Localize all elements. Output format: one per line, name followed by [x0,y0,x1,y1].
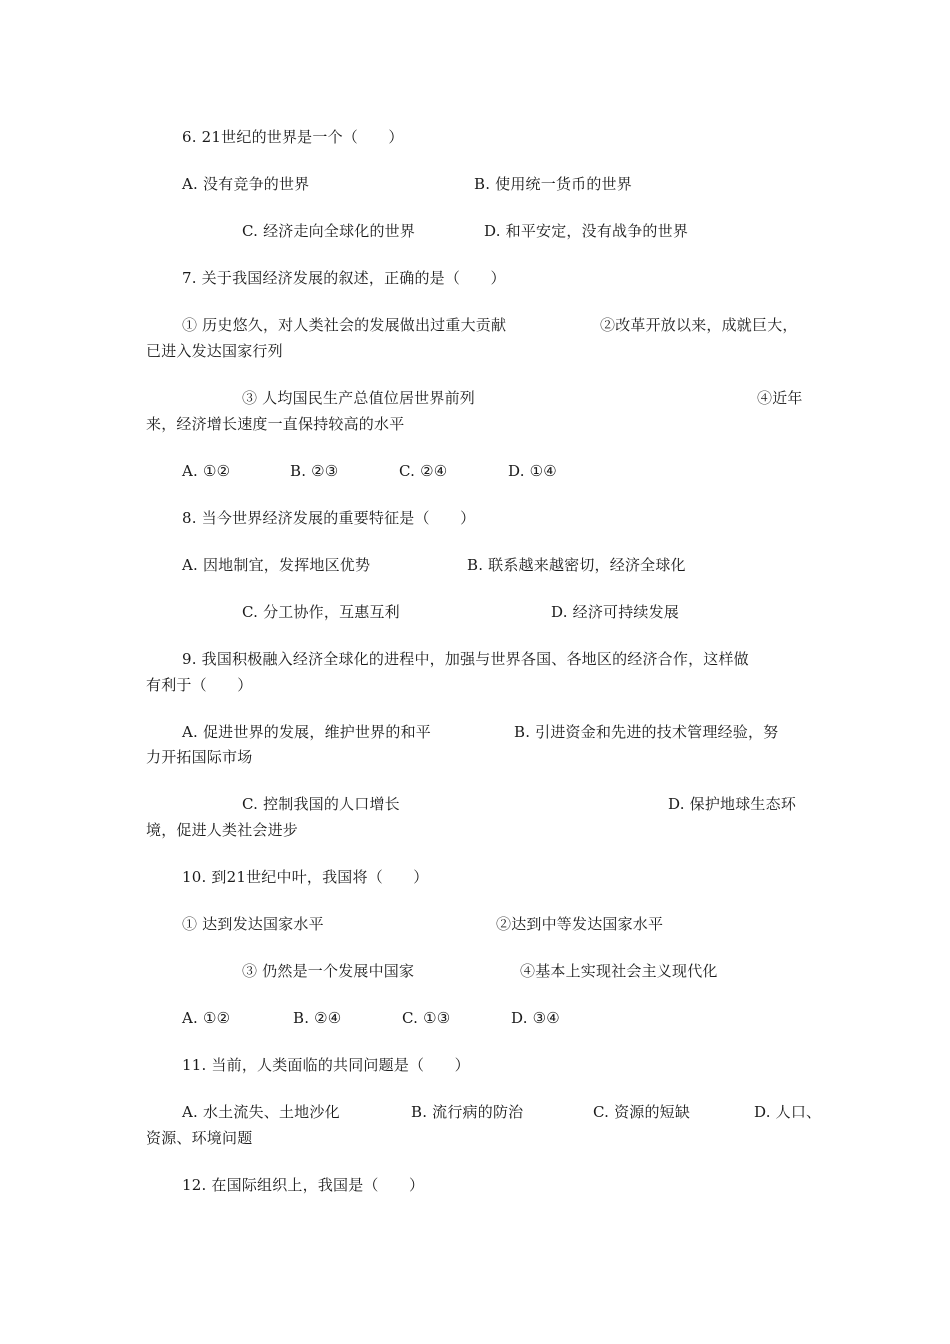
question-6-option-c: C. 经济走向全球化的世界 [242,222,416,240]
question-7-statement-2-continued: 已进入发达国家行列 [146,342,283,360]
question-8-stem: 8. 当今世界经济发展的重要特征是（ ） [182,509,476,527]
question-9-option-a: A. 促进世界的发展，维护世界的和平 [182,723,431,741]
question-7-option-d: D. ①④ [508,462,557,480]
question-7-statement-4-continued: 来，经济增长速度一直保持较高的水平 [146,415,405,433]
question-7-option-a: A. ①② [182,462,231,480]
question-11-stem: 11. 当前，人类面临的共同问题是（ ） [182,1056,470,1074]
question-7-statement-2: ②改革开放以来，成就巨大， [600,316,798,334]
question-9-option-b: B. 引进资金和先进的技术管理经验，努 [514,723,779,741]
question-7-statement-3: ③ 人均国民生产总值位居世界前列 [242,389,475,407]
question-10-option-d: D. ③④ [511,1009,560,1027]
question-10-stem: 10. 到21世纪中叶，我国将（ ） [182,868,429,886]
question-8-option-d: D. 经济可持续发展 [551,603,680,621]
question-10-statement-4: ④基本上实现社会主义现代化 [520,962,718,980]
question-6-option-b: B. 使用统一货币的世界 [474,175,632,193]
question-10-option-a: A. ①② [182,1009,231,1027]
question-6-option-d: D. 和平安定，没有战争的世界 [484,222,689,240]
question-10-statement-1: ① 达到发达国家水平 [182,915,324,933]
question-7-statement-1: ① 历史悠久，对人类社会的发展做出过重大贡献 [182,316,507,334]
question-8-option-b: B. 联系越来越密切，经济全球化 [467,556,686,574]
question-11-option-c: C. 资源的短缺 [593,1103,691,1121]
question-6-stem: 6. 21世纪的世界是一个（ ） [182,128,404,146]
question-9-option-b-continued: 力开拓国际市场 [146,748,253,766]
question-9-option-c: C. 控制我国的人口增长 [242,795,400,813]
question-8-option-c: C. 分工协作，互惠互利 [242,603,400,621]
question-9-stem-continued: 有利于（ ） [146,676,253,694]
question-11-option-d: D. 人口、 [754,1103,822,1121]
question-9-option-d: D. 保护地球生态环 [668,795,797,813]
question-12-stem: 12. 在国际组织上，我国是（ ） [182,1176,425,1194]
question-7-option-c: C. ②④ [399,462,448,480]
question-10-statement-3: ③ 仍然是一个发展中国家 [242,962,415,980]
question-6-option-a: A. 没有竞争的世界 [182,175,310,193]
question-11-option-a: A. 水土流失、土地沙化 [182,1103,340,1121]
question-8-option-a: A. 因地制宜，发挥地区优势 [182,556,371,574]
question-11-option-d-continued: 资源、环境问题 [146,1129,253,1147]
question-9-stem: 9. 我国积极融入经济全球化的进程中，加强与世界各国、各地区的经济合作，这样做 [182,650,749,668]
question-10-option-c: C. ①③ [402,1009,451,1027]
question-10-statement-2: ②达到中等发达国家水平 [496,915,664,933]
question-7-statement-4: ④近年 [757,389,803,407]
question-11-option-b: B. 流行病的防治 [411,1103,524,1121]
question-9-option-d-continued: 境，促进人类社会进步 [146,821,299,839]
question-7-option-b: B. ②③ [290,462,339,480]
question-10-option-b: B. ②④ [293,1009,342,1027]
question-7-stem: 7. 关于我国经济发展的叙述，正确的是（ ） [182,269,506,287]
